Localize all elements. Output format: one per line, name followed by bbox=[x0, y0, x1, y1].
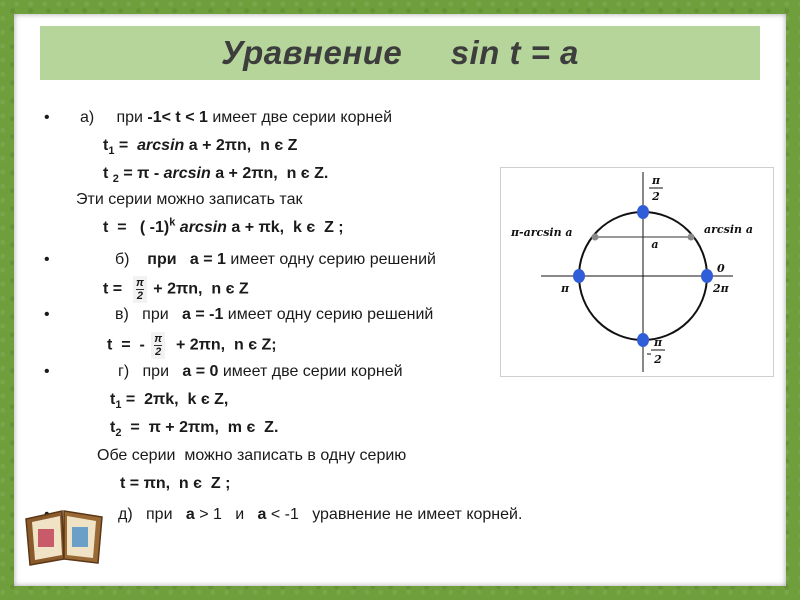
line-g-all: t = πn, n є Z ; bbox=[120, 475, 231, 492]
point-arcsin bbox=[688, 234, 695, 241]
g-head-pre: г) при bbox=[118, 363, 183, 380]
t1-fn: arcsin bbox=[137, 137, 185, 154]
g-head-cond: а = 0 bbox=[182, 363, 219, 380]
a-head-post: имеет две серии корней bbox=[207, 109, 393, 126]
line-g-head bbox=[118, 362, 403, 382]
g-t2-var: t bbox=[110, 419, 116, 436]
line-general bbox=[103, 218, 344, 238]
general-rest: a + πk, k є Z ; bbox=[226, 219, 344, 236]
v-frac-den: 2 bbox=[155, 346, 162, 358]
pi-label: π bbox=[561, 282, 570, 295]
line-a-head bbox=[80, 108, 392, 128]
two-pi-label: 2π bbox=[713, 282, 729, 295]
d-head-pre: д) при bbox=[118, 506, 186, 523]
t2-fn: arcsin bbox=[163, 165, 211, 182]
a-head-cond: -1< t < 1 bbox=[147, 109, 208, 126]
b-head-cond: а = 1 bbox=[189, 251, 226, 268]
a-label: a bbox=[651, 238, 659, 251]
slide-title bbox=[40, 26, 760, 80]
one-series-note: Обе серии можно записать в одну серию bbox=[97, 447, 407, 464]
title-formula: sin t = a bbox=[450, 34, 579, 71]
b-head-pre: б) bbox=[115, 251, 148, 268]
line-g-t1 bbox=[110, 390, 228, 410]
g-t1-rest: = 2πk, k є Z, bbox=[121, 391, 229, 408]
b-head-mid bbox=[177, 251, 190, 268]
general-sup: k bbox=[169, 216, 176, 229]
v-head-cond: а = -1 bbox=[182, 306, 224, 323]
unit-circle-svg bbox=[501, 168, 773, 376]
top-label-num: π bbox=[651, 174, 661, 187]
g-head-post: имеет две серии корней bbox=[218, 363, 403, 380]
b-head-post: имеет одну серию решений bbox=[225, 251, 436, 268]
t2-eq: = π - bbox=[118, 165, 164, 182]
v-sol-pre: t = - bbox=[107, 336, 150, 354]
general-fn: arcsin bbox=[175, 219, 227, 236]
b-sol-fraction bbox=[133, 276, 147, 303]
book-decoration-icon bbox=[22, 505, 106, 569]
b-frac-num: π bbox=[136, 277, 144, 289]
v-sol-fraction bbox=[151, 332, 165, 359]
point-left bbox=[573, 269, 585, 283]
line-t2 bbox=[103, 164, 328, 184]
b-frac-den: 2 bbox=[136, 290, 143, 302]
b-sol-pre: t = bbox=[103, 280, 132, 298]
left-label: π-arcsin a bbox=[511, 226, 573, 239]
v-head-post: имеет одну серию решений bbox=[223, 306, 434, 323]
zero-label: 0 bbox=[717, 262, 725, 275]
g-t2-rest: = π + 2πm, m є Z. bbox=[121, 419, 279, 436]
bullet-v: • bbox=[44, 306, 50, 323]
b-head-pri: при bbox=[147, 251, 177, 268]
title-word: Уравнение bbox=[221, 34, 403, 71]
d-head-post: < -1 уравнение не имеет корней. bbox=[266, 506, 523, 523]
v-sol-post: + 2πn, n є Z; bbox=[167, 336, 277, 354]
unit-circle-diagram bbox=[500, 167, 774, 377]
t1-var: t bbox=[103, 137, 109, 154]
t1-rest: a + 2πn, n є Z bbox=[184, 137, 298, 154]
a-head-pre: а) при bbox=[80, 109, 148, 126]
bullet-g: • bbox=[44, 363, 50, 380]
t2-rest: a + 2πn, n є Z. bbox=[210, 165, 329, 182]
line-b-sol bbox=[103, 276, 249, 303]
d-head-cond: а bbox=[185, 506, 195, 523]
line-t1 bbox=[103, 136, 297, 156]
line-v-sol bbox=[107, 332, 277, 359]
top-label-den: 2 bbox=[652, 190, 660, 203]
t2-var: t bbox=[103, 165, 109, 182]
g-t2-sub: 2 bbox=[115, 427, 122, 440]
series-note: Эти серии можно записать так bbox=[76, 191, 303, 208]
d-head-cond2: а bbox=[257, 506, 267, 523]
d-head-mid: > 1 и bbox=[194, 506, 258, 523]
b-sol-post: + 2πn, n є Z bbox=[148, 280, 249, 298]
t1-eq: = bbox=[114, 137, 138, 154]
v-frac-num: π bbox=[154, 333, 163, 345]
bottom-label-den: 2 bbox=[654, 353, 662, 366]
g-t1-sub: 1 bbox=[115, 399, 122, 412]
t1-sub: 1 bbox=[108, 145, 115, 158]
line-d-head bbox=[118, 505, 522, 525]
v-head-pre: в) при bbox=[115, 306, 182, 323]
right-label: arcsin a bbox=[704, 223, 753, 236]
point-top bbox=[637, 205, 649, 219]
g-t1-var: t bbox=[110, 391, 116, 408]
line-v-head bbox=[115, 305, 433, 325]
general-pre: t = ( -1) bbox=[103, 219, 170, 236]
bottom-label-num: π bbox=[653, 336, 663, 349]
bullet-a: • bbox=[44, 109, 50, 126]
point-bottom bbox=[637, 333, 649, 347]
line-b-head bbox=[115, 250, 436, 270]
line-g-t2 bbox=[110, 418, 278, 438]
point-right bbox=[701, 269, 713, 283]
point-pi-minus-arcsin bbox=[592, 234, 599, 241]
bullet-b: • bbox=[44, 251, 50, 268]
t2-sub: 2 bbox=[112, 173, 119, 186]
